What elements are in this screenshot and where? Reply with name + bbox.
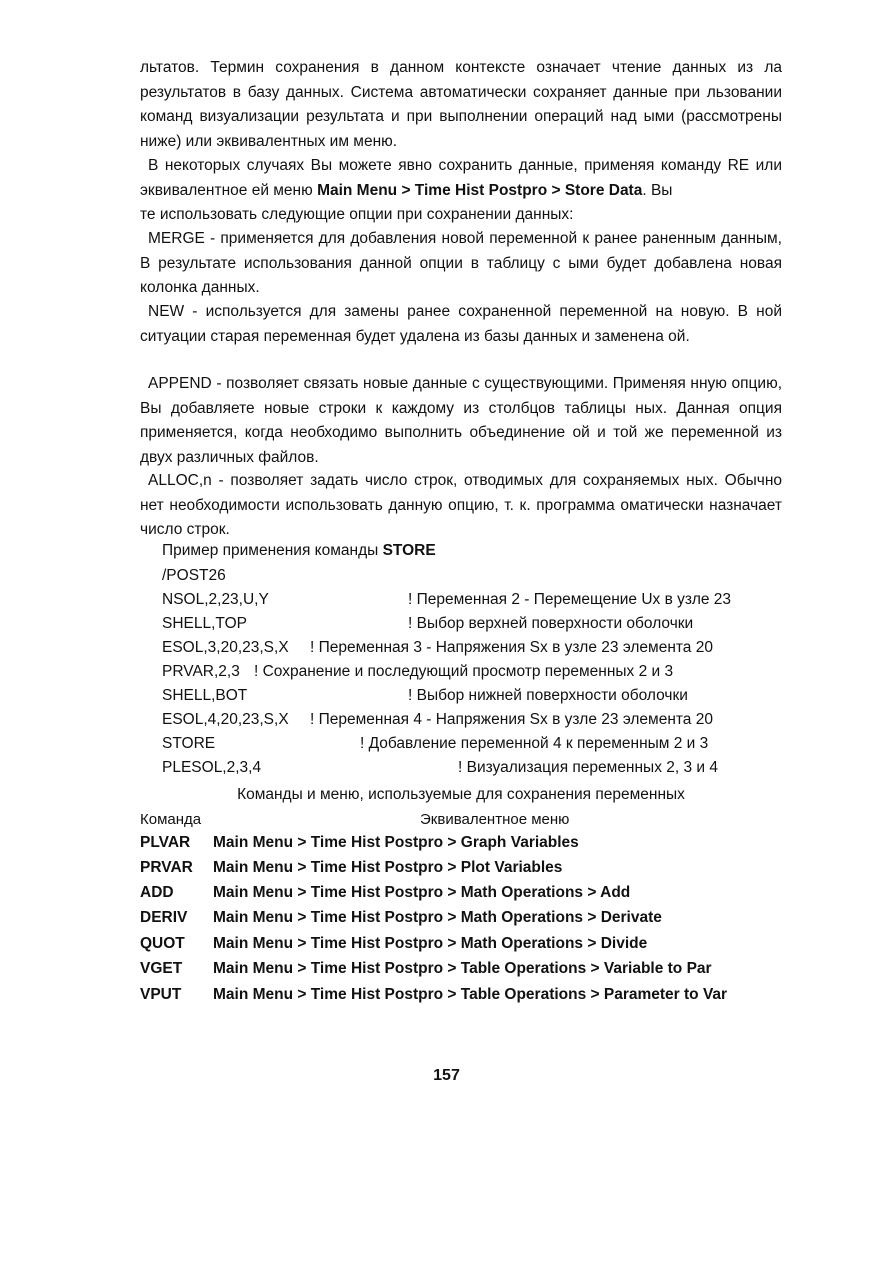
- table-title: Команды и меню, используемые для сохранения переменных: [237, 786, 685, 803]
- paragraph-alloc: ALLOC,n - позволяет задать число строк, отводимых для сохраняемых ных. Обычно нет необходимости использовать данную опцию, т. к. программа оматически назначает число строк.: [140, 472, 782, 538]
- paragraph-merge: MERGE - применяется для добавления новой переменной к ранее раненным данным, В результате использования данной опции в таблицу с ыми будет добавлена новая колонка данных.: [140, 230, 782, 296]
- store-menu-path: Main Menu > Time Hist Postpro > Store Data: [317, 181, 643, 199]
- store-text-2: те использовать следующие опции при сохранении данных:: [140, 206, 574, 223]
- table-row: PRVAR Main Menu > Time Hist Postpro > Plot Variables: [140, 859, 563, 876]
- table-header-command: Команда: [140, 811, 202, 828]
- code-line: PLESOL,2,3,4 ! Визуализация переменных 2, 3 и 4: [162, 759, 718, 776]
- code-line: ESOL,4,20,23,S,X ! Переменная 4 - Напряжения Sx в узле 23 элемента 20: [162, 711, 713, 728]
- paragraph-intro: льтатов. Термин сохранения в данном контексте означает чтение данных из ла результатов в базу данных. Система автоматически сохраняет данные при льзовании команд визуализации результата и при выполнении операций над ыми (рассмотрены ниже) или эквивалентных им меню.: [140, 59, 782, 150]
- table-row: DERIV Main Menu > Time Hist Postpro > Math Operations > Derivate: [140, 909, 662, 926]
- table-row: VPUT Main Menu > Time Hist Postpro > Table Operations > Parameter to Var: [140, 986, 728, 1003]
- code-line: PRVAR,2,3 ! Сохранение и последующий просмотр переменных 2 и 3: [162, 663, 674, 680]
- code-line: /POST26: [162, 567, 226, 584]
- code-line: SHELL,BOT ! Выбор нижней поверхности оболочки: [162, 687, 688, 704]
- code-line: ESOL,3,20,23,S,X ! Переменная 3 - Напряжения Sx в узле 23 элемента 20: [162, 639, 713, 656]
- paragraph-append: APPEND - позволяет связать новые данные с существующими. Применяя нную опцию, Вы добавляете новые строки к каждому из столбцов таблицы ных. Данная опция применяется, когда необходимо выполнить объединение ой и той же переменной из двух различных файлов.: [140, 375, 782, 466]
- code-line: SHELL,TOP ! Выбор верхней поверхности оболочки: [162, 615, 694, 632]
- paragraph-new: NEW - используется для замены ранее сохраненной переменной на новую. В ной ситуации старая переменная будет удалена из базы данных и заменена ой.: [140, 303, 782, 345]
- code-line: STORE ! Добавление переменной 4 к переменным 2 и 3: [162, 735, 709, 752]
- example-title: Пример применения команды STORE: [162, 542, 436, 559]
- paragraph-store: [140, 154, 782, 228]
- table-row: QUOT Main Menu > Time Hist Postpro > Math Operations > Divide: [140, 935, 648, 952]
- page-number: 157: [433, 1067, 460, 1084]
- store-text: В некоторых случаях Вы можете явно сохранить данные, применяя команду RE или эквивалентное ей меню: [140, 157, 782, 199]
- table-row: ADD Main Menu > Time Hist Postpro > Math Operations > Add: [140, 884, 631, 901]
- code-line: NSOL,2,23,U,Y ! Переменная 2 - Перемещение Ux в узле 23: [162, 591, 732, 608]
- table-row: PLVAR Main Menu > Time Hist Postpro > Graph Variables: [140, 834, 579, 851]
- table-header-menu: Эквивалентное меню: [420, 811, 570, 828]
- table-row: VGET Main Menu > Time Hist Postpro > Table Operations > Variable to Par: [140, 960, 712, 977]
- store-text-after: . Вы: [642, 181, 673, 199]
